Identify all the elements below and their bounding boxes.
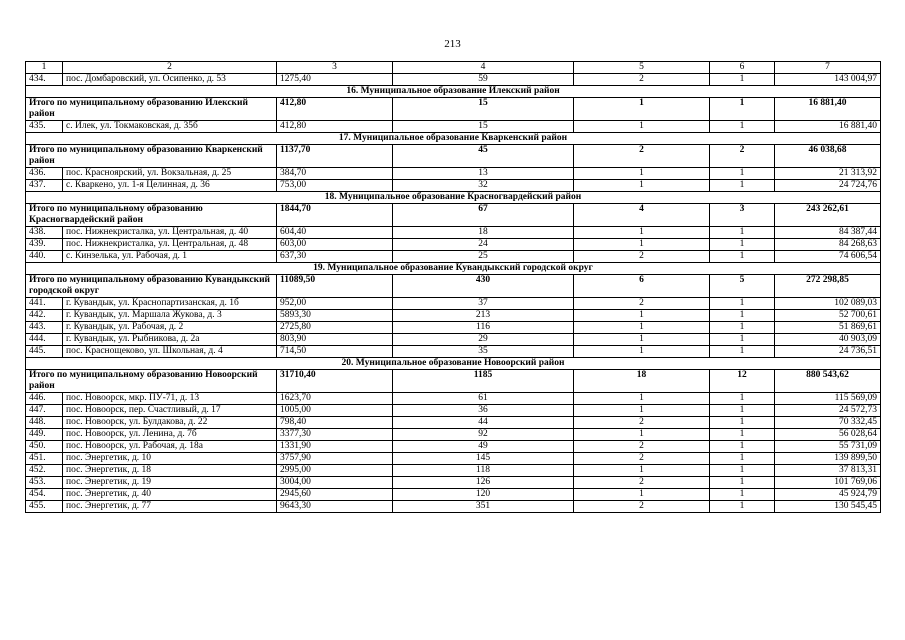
total-col4: 45 [393,145,574,168]
col4-cell: 49 [393,441,574,453]
section-title: 20. Муниципальное образование Новоорский район [26,358,881,370]
cost-cell: 84 387,44 [775,227,881,239]
col5-cell: 1 [574,393,710,405]
total-col6: 5 [710,275,775,298]
section-heading-row [26,192,881,204]
col5-cell: 2 [574,453,710,465]
area-cell: 714,50 [277,346,393,358]
cost-cell: 45 924,79 [775,489,881,501]
col5-cell: 2 [574,74,710,86]
total-row [26,145,881,168]
column-header: 2 [63,62,277,74]
table-row [26,121,881,133]
col4-cell: 37 [393,298,574,310]
area-cell: 803,90 [277,334,393,346]
col6-cell: 1 [710,180,775,192]
address-cell: с. Кваркено, ул. 1-я Целинная, д. 36 [63,180,277,192]
total-row [26,98,881,121]
col6-cell: 1 [710,298,775,310]
table-row [26,334,881,346]
table-row [26,489,881,501]
address-cell: пос. Новоорск, мкр. ПУ-71, д. 13 [63,393,277,405]
table-row [26,180,881,192]
total-col6: 1 [710,98,775,121]
cost-cell: 40 903,09 [775,334,881,346]
total-col5: 1 [574,98,710,121]
row-number: 449. [26,429,63,441]
table-row [26,501,881,513]
col6-cell: 1 [710,405,775,417]
address-cell: пос. Новоорск, пер. Счастливый, д. 17 [63,405,277,417]
row-number: 452. [26,465,63,477]
total-area: 412,80 [277,98,393,121]
cost-cell: 21 313,92 [775,168,881,180]
total-cost: 46 038,68 [775,145,881,168]
col4-cell: 24 [393,239,574,251]
col5-cell: 1 [574,429,710,441]
cost-cell: 139 899,50 [775,453,881,465]
page-number: 213 [444,38,461,50]
cost-cell: 37 813,31 [775,465,881,477]
area-cell: 1005,00 [277,405,393,417]
col5-cell: 2 [574,477,710,489]
col5-cell: 1 [574,121,710,133]
total-col6: 12 [710,370,775,393]
col6-cell: 1 [710,346,775,358]
table-row [26,429,881,441]
table-row [26,465,881,477]
area-cell: 384,70 [277,168,393,180]
total-area: 1137,70 [277,145,393,168]
address-cell: пос. Энергетик, д. 40 [63,489,277,501]
area-cell: 603,00 [277,239,393,251]
col5-cell: 1 [574,322,710,334]
table-row [26,441,881,453]
total-label: Итого по муниципальному образованию Кувандыкский городской округ [26,275,277,298]
col6-cell: 1 [710,121,775,133]
col5-cell: 1 [574,180,710,192]
area-cell: 1275,40 [277,74,393,86]
area-cell: 1331,90 [277,441,393,453]
address-cell: пос. Нижнекристалка, ул. Центральная, д. 40 [63,227,277,239]
housing-register-table [25,61,881,513]
col6-cell: 1 [710,251,775,263]
table-row [26,322,881,334]
cost-cell: 51 869,61 [775,322,881,334]
section-heading-row [26,86,881,98]
col5-cell: 2 [574,298,710,310]
table-row [26,239,881,251]
col6-cell: 1 [710,310,775,322]
col4-cell: 213 [393,310,574,322]
col4-cell: 351 [393,501,574,513]
col5-cell: 2 [574,251,710,263]
section-title: 17. Муниципальное образование Кваркенский район [26,133,881,145]
total-col4: 15 [393,98,574,121]
total-cost: 16 881,40 [775,98,881,121]
table-row [26,251,881,263]
total-row [26,204,881,227]
col6-cell: 1 [710,477,775,489]
col6-cell: 1 [710,453,775,465]
col5-cell: 1 [574,334,710,346]
total-label: Итого по муниципальному образованию Илекский район [26,98,277,121]
col5-cell: 2 [574,417,710,429]
section-heading-row [26,358,881,370]
row-number: 436. [26,168,63,180]
address-cell: пос. Новоорск, ул. Рабочая, д. 18а [63,441,277,453]
table-row [26,477,881,489]
col6-cell: 1 [710,393,775,405]
col4-cell: 29 [393,334,574,346]
area-cell: 637,30 [277,251,393,263]
col6-cell: 1 [710,429,775,441]
cost-cell: 24 724,76 [775,180,881,192]
total-area: 11089,50 [277,275,393,298]
total-cost: 243 262,61 [775,204,881,227]
cost-cell: 16 881,40 [775,121,881,133]
table-row [26,227,881,239]
table-row [26,393,881,405]
area-cell: 604,40 [277,227,393,239]
area-cell: 9643,30 [277,501,393,513]
table-row [26,346,881,358]
total-row [26,275,881,298]
column-header: 5 [574,62,710,74]
address-cell: с. Илек, ул. Токмаковская, д. 35б [63,121,277,133]
column-header: 4 [393,62,574,74]
col6-cell: 1 [710,227,775,239]
col4-cell: 25 [393,251,574,263]
col4-cell: 15 [393,121,574,133]
cost-cell: 74 606,54 [775,251,881,263]
row-number: 434. [26,74,63,86]
col4-cell: 13 [393,168,574,180]
total-col5: 2 [574,145,710,168]
col5-cell: 1 [574,239,710,251]
row-number: 445. [26,346,63,358]
col5-cell: 1 [574,227,710,239]
column-header: 1 [26,62,63,74]
col4-cell: 35 [393,346,574,358]
cost-cell: 84 268,63 [775,239,881,251]
table-row [26,405,881,417]
cost-cell: 56 028,64 [775,429,881,441]
col5-cell: 1 [574,465,710,477]
total-row [26,370,881,393]
col4-cell: 118 [393,465,574,477]
address-cell: пос. Энергетик, д. 10 [63,453,277,465]
area-cell: 952,00 [277,298,393,310]
col6-cell: 1 [710,334,775,346]
address-cell: пос. Краснощеково, ул. Школьная, д. 4 [63,346,277,358]
table-row [26,74,881,86]
col4-cell: 32 [393,180,574,192]
address-cell: пос. Нижнекристалка, ул. Центральная, д. 48 [63,239,277,251]
total-col4: 430 [393,275,574,298]
address-cell: г. Кувандык, ул. Краснопартизанская, д. 1б [63,298,277,310]
section-heading-row [26,263,881,275]
address-cell: пос. Новоорск, ул. Ленина, д. 7б [63,429,277,441]
col6-cell: 1 [710,239,775,251]
col5-cell: 1 [574,405,710,417]
cost-cell: 130 545,45 [775,501,881,513]
row-number: 438. [26,227,63,239]
total-col4: 1185 [393,370,574,393]
col6-cell: 1 [710,168,775,180]
row-number: 439. [26,239,63,251]
total-cost: 272 298,85 [775,275,881,298]
column-header: 7 [775,62,881,74]
total-col5: 6 [574,275,710,298]
row-number: 454. [26,489,63,501]
cost-cell: 115 569,09 [775,393,881,405]
area-cell: 798,40 [277,417,393,429]
total-area: 31710,40 [277,370,393,393]
col6-cell: 1 [710,441,775,453]
area-cell: 1623,70 [277,393,393,405]
col4-cell: 116 [393,322,574,334]
total-area: 1844,70 [277,204,393,227]
total-label: Итого по муниципальному образованию Кваркенский район [26,145,277,168]
address-cell: пос. Новоорск, ул. Булдакова, д. 22 [63,417,277,429]
area-cell: 412,80 [277,121,393,133]
address-cell: г. Кувандык, ул. Маршала Жукова, д. 3 [63,310,277,322]
row-number: 441. [26,298,63,310]
cost-cell: 24 736,51 [775,346,881,358]
total-col4: 67 [393,204,574,227]
table-row [26,298,881,310]
cost-cell: 101 769,06 [775,477,881,489]
col6-cell: 1 [710,489,775,501]
area-cell: 753,00 [277,180,393,192]
table-row [26,168,881,180]
row-number: 448. [26,417,63,429]
col5-cell: 2 [574,441,710,453]
table-row [26,453,881,465]
address-cell: пос. Домбаровский, ул. Осипенко, д. 53 [63,74,277,86]
table-row [26,310,881,322]
section-heading-row [26,133,881,145]
row-number: 453. [26,477,63,489]
column-header: 3 [277,62,393,74]
row-number: 450. [26,441,63,453]
address-cell: г. Кувандык, ул. Рыбникова, д. 2а [63,334,277,346]
col4-cell: 61 [393,393,574,405]
row-number: 440. [26,251,63,263]
section-title: 19. Муниципальное образование Кувандыкский городской округ [26,263,881,275]
row-number: 451. [26,453,63,465]
row-number: 446. [26,393,63,405]
area-cell: 3757,90 [277,453,393,465]
col4-cell: 18 [393,227,574,239]
cost-cell: 55 731,09 [775,441,881,453]
col5-cell: 1 [574,168,710,180]
col5-cell: 2 [574,501,710,513]
col6-cell: 1 [710,501,775,513]
area-cell: 2945,60 [277,489,393,501]
total-col6: 3 [710,204,775,227]
section-title: 16. Муниципальное образование Илекский район [26,86,881,98]
cost-cell: 143 004,97 [775,74,881,86]
cost-cell: 52 700,61 [775,310,881,322]
area-cell: 5893,30 [277,310,393,322]
cost-cell: 70 332,45 [775,417,881,429]
address-cell: пос. Красноярский, ул. Вокзальная, д. 25 [63,168,277,180]
address-cell: пос. Энергетик, д. 77 [63,501,277,513]
col6-cell: 1 [710,417,775,429]
total-col5: 18 [574,370,710,393]
col6-cell: 1 [710,74,775,86]
col4-cell: 92 [393,429,574,441]
col5-cell: 1 [574,346,710,358]
col4-cell: 120 [393,489,574,501]
total-col6: 2 [710,145,775,168]
area-cell: 3004,00 [277,477,393,489]
total-col5: 4 [574,204,710,227]
address-cell: с. Кинзелька, ул. Рабочая, д. 1 [63,251,277,263]
col4-cell: 59 [393,74,574,86]
row-number: 455. [26,501,63,513]
column-header: 6 [710,62,775,74]
total-label: Итого по муниципальному образованию Красногвардейский район [26,204,277,227]
cost-cell: 102 089,03 [775,298,881,310]
total-cost: 880 543,62 [775,370,881,393]
col4-cell: 36 [393,405,574,417]
col5-cell: 1 [574,489,710,501]
address-cell: пос. Энергетик, д. 19 [63,477,277,489]
header-row [26,62,881,74]
row-number: 437. [26,180,63,192]
col5-cell: 1 [574,310,710,322]
area-cell: 2995,00 [277,465,393,477]
row-number: 443. [26,322,63,334]
col4-cell: 44 [393,417,574,429]
col4-cell: 145 [393,453,574,465]
row-number: 447. [26,405,63,417]
row-number: 435. [26,121,63,133]
area-cell: 2725,80 [277,322,393,334]
table-row [26,417,881,429]
col6-cell: 1 [710,465,775,477]
total-label: Итого по муниципальному образованию Новоорский район [26,370,277,393]
address-cell: пос. Энергетик, д. 18 [63,465,277,477]
cost-cell: 24 572,73 [775,405,881,417]
area-cell: 3377,30 [277,429,393,441]
col4-cell: 126 [393,477,574,489]
row-number: 442. [26,310,63,322]
col6-cell: 1 [710,322,775,334]
address-cell: г. Кувандык, ул. Рабочая, д. 2 [63,322,277,334]
row-number: 444. [26,334,63,346]
section-title: 18. Муниципальное образование Красногвардейский район [26,192,881,204]
